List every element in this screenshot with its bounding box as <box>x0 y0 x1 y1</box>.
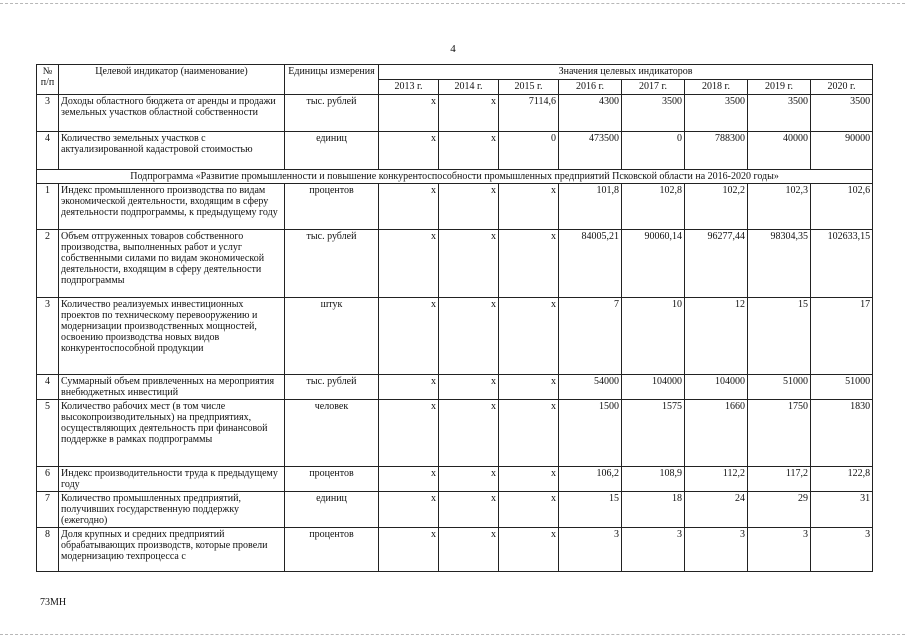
value-cell: х <box>439 375 499 400</box>
unit-cell: единиц <box>285 492 379 528</box>
value-cell: 0 <box>622 132 685 170</box>
value-cell: х <box>439 230 499 298</box>
value-cell: х <box>439 467 499 492</box>
header-unit: Единицы измерения <box>285 65 379 95</box>
header-year: 2018 г. <box>685 80 748 95</box>
value-cell: х <box>439 132 499 170</box>
value-cell: 18 <box>622 492 685 528</box>
row-number: 3 <box>37 298 59 375</box>
unit-cell: штук <box>285 298 379 375</box>
value-cell: 108,9 <box>622 467 685 492</box>
value-cell: 17 <box>811 298 873 375</box>
value-cell: х <box>499 528 559 572</box>
unit-cell: тыс. рублей <box>285 230 379 298</box>
value-cell: 102,3 <box>748 184 811 230</box>
value-cell: 112,2 <box>685 467 748 492</box>
subprogram-title: Подпрограмма «Развитие промышленности и повышение конкурентоспособности промышленных предприятий Псковской области на 2016-2020 годы» <box>37 170 873 184</box>
value-cell: 1500 <box>559 400 622 467</box>
indicator-name: Суммарный объем привлеченных на мероприятия внебюджетных инвестиций <box>59 375 285 400</box>
value-cell: 40000 <box>748 132 811 170</box>
value-cell: 7 <box>559 298 622 375</box>
value-cell: х <box>439 492 499 528</box>
value-cell: 117,2 <box>748 467 811 492</box>
value-cell: 3 <box>748 528 811 572</box>
value-cell: х <box>499 375 559 400</box>
value-cell: 3500 <box>811 95 873 132</box>
value-cell: 84005,21 <box>559 230 622 298</box>
indicator-name: Индекс производительности труда к предыдущему году <box>59 467 285 492</box>
indicators-table <box>36 64 873 572</box>
header-year: 2019 г. <box>748 80 811 95</box>
value-cell: 1575 <box>622 400 685 467</box>
value-cell: х <box>379 492 439 528</box>
value-cell: 3 <box>811 528 873 572</box>
header-year: 2015 г. <box>499 80 559 95</box>
value-cell: 3500 <box>748 95 811 132</box>
value-cell: х <box>439 528 499 572</box>
value-cell: 98304,35 <box>748 230 811 298</box>
value-cell: 90060,14 <box>622 230 685 298</box>
header-year: 2016 г. <box>559 80 622 95</box>
value-cell: 0 <box>499 132 559 170</box>
value-cell: 90000 <box>811 132 873 170</box>
subprogram-row <box>37 170 873 184</box>
value-cell: 15 <box>559 492 622 528</box>
value-cell: 1830 <box>811 400 873 467</box>
table-row <box>37 298 873 375</box>
header-year: 2020 г. <box>811 80 873 95</box>
value-cell: х <box>499 400 559 467</box>
value-cell: х <box>439 184 499 230</box>
value-cell: х <box>439 95 499 132</box>
value-cell: 106,2 <box>559 467 622 492</box>
value-cell: х <box>379 95 439 132</box>
indicator-name: Объем отгруженных товаров собственного производства, выполненных работ и услуг собственными силами по видам экономической деятельности, входящим в сферу деятельности подпрограммы <box>59 230 285 298</box>
value-cell: 54000 <box>559 375 622 400</box>
indicator-name: Доля крупных и средних предприятий обрабатывающих производств, которые провели модернизацию техпроцесса с <box>59 528 285 572</box>
value-cell: 788300 <box>685 132 748 170</box>
value-cell: 104000 <box>622 375 685 400</box>
value-cell: 1660 <box>685 400 748 467</box>
row-number: 8 <box>37 528 59 572</box>
value-cell: 3 <box>559 528 622 572</box>
row-number: 5 <box>37 400 59 467</box>
value-cell: х <box>379 132 439 170</box>
value-cell: 473500 <box>559 132 622 170</box>
indicator-name: Количество земельных участков с актуализированной кадастровой стоимостью <box>59 132 285 170</box>
header-name: Целевой индикатор (наименование) <box>59 65 285 95</box>
value-cell: 101,8 <box>559 184 622 230</box>
table-row <box>37 528 873 572</box>
unit-cell: процентов <box>285 184 379 230</box>
value-cell: 3500 <box>622 95 685 132</box>
scan-edge-top <box>0 3 905 4</box>
value-cell: 10 <box>622 298 685 375</box>
header-year: 2014 г. <box>439 80 499 95</box>
footer-code: 73МН <box>40 597 67 608</box>
unit-cell: человек <box>285 400 379 467</box>
value-cell: х <box>499 230 559 298</box>
table-row <box>37 375 873 400</box>
value-cell: х <box>379 528 439 572</box>
table-row <box>37 132 873 170</box>
indicator-name: Количество промышленных предприятий, получивших государственную поддержку (ежегодно) <box>59 492 285 528</box>
value-cell: 15 <box>748 298 811 375</box>
page-number: 4 <box>450 43 456 55</box>
row-number: 7 <box>37 492 59 528</box>
value-cell: 51000 <box>811 375 873 400</box>
value-cell: 122,8 <box>811 467 873 492</box>
value-cell: 102,6 <box>811 184 873 230</box>
value-cell: х <box>499 298 559 375</box>
unit-cell: единиц <box>285 132 379 170</box>
value-cell: 3500 <box>685 95 748 132</box>
value-cell: х <box>379 400 439 467</box>
header-values-title: Значения целевых индикаторов <box>379 65 873 80</box>
value-cell: 102,8 <box>622 184 685 230</box>
header-num: № п/п <box>37 65 59 95</box>
row-number: 2 <box>37 230 59 298</box>
unit-cell: тыс. рублей <box>285 95 379 132</box>
indicator-name: Количество реализуемых инвестиционных проектов по техническому перевооружению и модернизации производственных мощностей, освоению производства новых видов конкурентоспособной продукции <box>59 298 285 375</box>
value-cell: 104000 <box>685 375 748 400</box>
value-cell: х <box>379 184 439 230</box>
table-row <box>37 184 873 230</box>
unit-cell: процентов <box>285 528 379 572</box>
value-cell: х <box>379 298 439 375</box>
scan-edge-bottom <box>0 634 905 635</box>
row-number: 1 <box>37 184 59 230</box>
table-row <box>37 492 873 528</box>
indicator-name: Количество рабочих мест (в том числе высокопроизводительных) на предприятиях, осуществляющих деятельность при финансовой поддержке в рамках подпрограммы <box>59 400 285 467</box>
value-cell: 102633,15 <box>811 230 873 298</box>
header-year: 2013 г. <box>379 80 439 95</box>
value-cell: х <box>439 298 499 375</box>
value-cell: 1750 <box>748 400 811 467</box>
value-cell: 96277,44 <box>685 230 748 298</box>
value-cell: х <box>439 400 499 467</box>
value-cell: х <box>499 184 559 230</box>
table-row <box>37 467 873 492</box>
value-cell: 4300 <box>559 95 622 132</box>
indicator-name: Индекс промышленного производства по видам экономической деятельности, входящим в сферу деятельности подпрограммы, к предыдущему году <box>59 184 285 230</box>
table-row <box>37 400 873 467</box>
value-cell: х <box>379 375 439 400</box>
row-number: 3 <box>37 95 59 132</box>
value-cell: 29 <box>748 492 811 528</box>
header-year: 2017 г. <box>622 80 685 95</box>
indicator-name: Доходы областного бюджета от аренды и продажи земельных участков областной собственности <box>59 95 285 132</box>
value-cell: х <box>379 230 439 298</box>
value-cell: 12 <box>685 298 748 375</box>
row-number: 4 <box>37 132 59 170</box>
value-cell: 3 <box>685 528 748 572</box>
value-cell: 51000 <box>748 375 811 400</box>
value-cell: 24 <box>685 492 748 528</box>
value-cell: х <box>499 492 559 528</box>
table-row <box>37 95 873 132</box>
unit-cell: процентов <box>285 467 379 492</box>
value-cell: 31 <box>811 492 873 528</box>
value-cell: 102,2 <box>685 184 748 230</box>
value-cell: 7114,6 <box>499 95 559 132</box>
indicators-body <box>37 95 873 572</box>
unit-cell: тыс. рублей <box>285 375 379 400</box>
row-number: 4 <box>37 375 59 400</box>
value-cell: 3 <box>622 528 685 572</box>
value-cell: х <box>379 467 439 492</box>
row-number: 6 <box>37 467 59 492</box>
table-row <box>37 230 873 298</box>
value-cell: х <box>499 467 559 492</box>
